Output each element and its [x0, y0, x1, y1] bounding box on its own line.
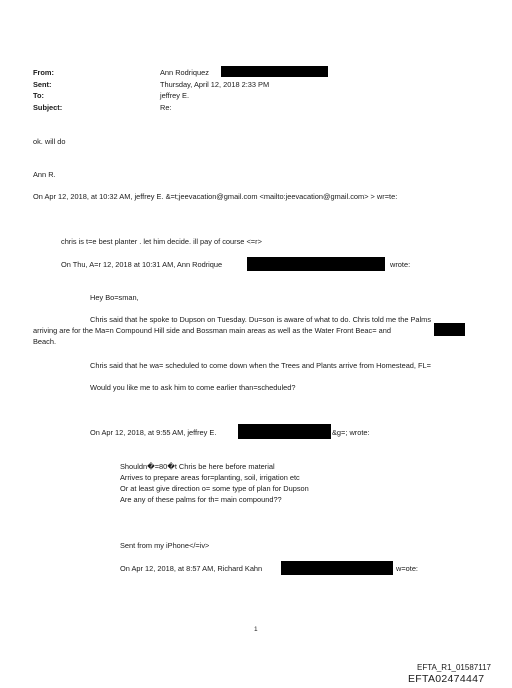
subject-value: Re:: [160, 103, 172, 112]
greeting: Hey Bo=sman,: [90, 293, 139, 302]
list-line3: Or at least give direction o= some type of plan for Dupson: [120, 484, 309, 493]
quote1-header: On Apr 12, 2018, at 10:32 AM, jeffrey E. &=t;jeevacation@gmail.com <mailto:jeevacation@gmail.com> > wr=te:: [33, 192, 398, 201]
para1-line2: arriving are for the Ma=n Compound Hill side and Bossman main areas as well as the Water Front Beac= and: [33, 326, 391, 335]
from-value: Ann Rodriquez: [160, 68, 209, 77]
quote2-header-end: wrote:: [390, 260, 411, 269]
quote4-header-end: w=ote:: [396, 564, 418, 573]
list-line1: Shouldn�=80�t Chris be here before material: [120, 462, 275, 471]
quote1-text: chris is t=e best planter . let him decide. ill pay of course <=r>: [61, 237, 262, 246]
page-number: 1: [254, 626, 258, 633]
quote3-header-end: &g=; wrote:: [332, 428, 370, 437]
redaction-box: [221, 66, 328, 77]
sent-from: Sent from my iPhone</=iv>: [120, 541, 210, 550]
quote4-header: On Apr 12, 2018, at 8:57 AM, Richard Kahn: [120, 564, 263, 573]
para2: Chris said that he wa= scheduled to come down when the Trees and Plants arrive from Homestead, FL=: [90, 361, 431, 370]
to-label: To:: [33, 91, 44, 100]
subject-label: Subject:: [33, 103, 63, 112]
redaction-box: [238, 424, 331, 439]
to-value: jeffrey E.: [160, 91, 190, 100]
from-label: From:: [33, 68, 54, 77]
sent-label: Sent:: [33, 80, 52, 89]
footer-bates-efta: EFTA02474447: [408, 673, 485, 685]
para3: Would you like me to ask him to come earlier than=scheduled?: [90, 383, 296, 392]
redaction-box: [281, 561, 393, 575]
signature: Ann R.: [33, 170, 56, 179]
list-line2: Arrives to prepare areas for=planting, soil, irrigation etc: [120, 473, 300, 482]
sent-value: Thursday, April 12, 2018 2:33 PM: [160, 80, 270, 89]
redaction-box: [247, 257, 385, 271]
para1-line3: Beach.: [33, 337, 57, 346]
list-line4: Are any of these palms for th= main compound??: [120, 495, 282, 504]
quote3-header: On Apr 12, 2018, at 9:55 AM, jeffrey E.: [90, 428, 217, 437]
footer-bates-r1: EFTA_R1_01587117: [417, 663, 491, 672]
quote2-header: On Thu, A=r 12, 2018 at 10:31 AM, Ann Rodrique: [61, 260, 223, 269]
redaction-box: [434, 323, 465, 336]
para1-line1: Chris said that he spoke to Dupson on Tuesday. Du=son is aware of what to do. Chris told me the Palms: [90, 315, 432, 324]
reply-text: ok. will do: [33, 137, 66, 146]
